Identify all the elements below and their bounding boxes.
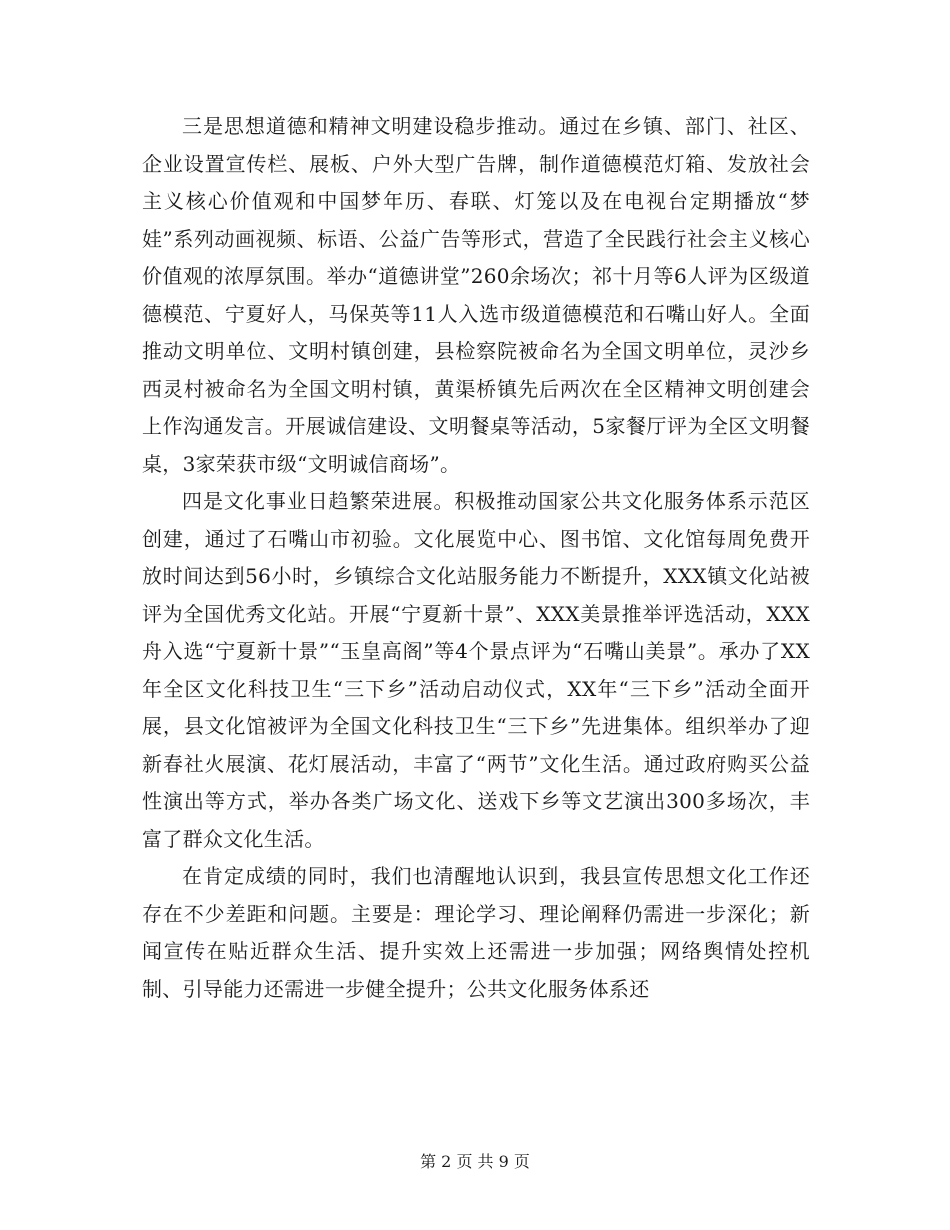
document-body xyxy=(142,108,810,1008)
paragraph-moral-civilization: 三是思想道德和精神文明建设稳步推动。通过在乡镇、部门、社区、企业设置宣传栏、展板、户外大型广告牌，制作道德模范灯箱、发放社会主义核心价值观和中国梦年历、春联、灯笼以及在电视台定期播放“梦娃”系列动画视频、标语、公益广告等形式，营造了全民践行社会主义核心价值观的浓厚氛围。举办“道德讲堂”260余场次；祁十月等6人评为区级道德模范、宁夏好人，马保英等11人入选市级道德模范和石嘴山好人。全面推动文明单位、文明村镇创建，县检察院被命名为全国文明单位，灵沙乡西灵村被命名为全国文明村镇，黄渠桥镇先后两次在全区精神文明创建会上作沟通发言。开展诚信建设、文明餐桌等活动，5家餐厅评为全区文明餐桌，3家荣获市级“文明诚信商场”。 xyxy=(142,114,810,476)
paragraph-problems: 在肯定成绩的同时，我们也清醒地认识到，我县宣传思想文化工作还存在不少差距和问题。主要是：理论学习、理论阐释仍需进一步深化；新闻宣传在贴近群众生活、提升实效上还需进一步加强；网络舆情处控机制、引导能力还需进一步健全提升；公共文化服务体系还 xyxy=(142,864,810,1001)
page-footer: 第 2 页 共 9 页 xyxy=(420,1152,530,1171)
paragraph-culture-development: 四是文化事业日趋繁荣进展。积极推动国家公共文化服务体系示范区创建，通过了石嘴山市初验。文化展览中心、图书馆、文化馆每周免费开放时间达到56小时，乡镇综合文化站服务能力不断提升，XXX镇文化站被评为全国优秀文化站。开展“宁夏新十景”、XXX美景推举评选活动，XXX舟入选“宁夏新十景”“玉皇高阁”等4个景点评为“石嘴山美景”。承办了XX年全区文化科技卫生“三下乡”活动启动仪式，XX年“三下乡”活动全面开展，县文化馆被评为全国文化科技卫生“三下乡”先进集体。组织举办了迎新春社火展演、花灯展活动，丰富了“两节”文化生活。通过政府购买公益性演出等方式，举办各类广场文化、送戏下乡等文艺演出300多场次，丰富了群众文化生活。 xyxy=(142,489,810,851)
